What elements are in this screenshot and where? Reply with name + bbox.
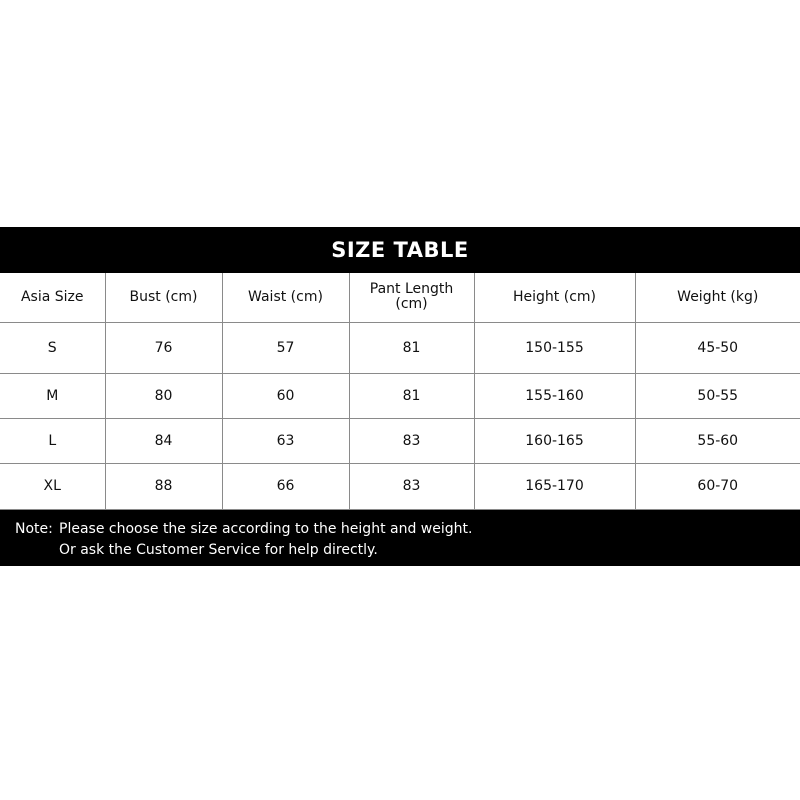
- note-text-1: Please choose the size according to the height and weight.: [59, 521, 473, 537]
- header-asia-size: Asia Size: [0, 273, 105, 322]
- cell-weight: 60-70: [635, 463, 800, 509]
- note-bar: [0, 510, 800, 566]
- cell-waist: 63: [222, 418, 349, 463]
- table-row: [0, 463, 800, 509]
- cell-pant-length: 81: [349, 373, 474, 418]
- note-line-2: [59, 542, 378, 558]
- note-line-1: [15, 521, 472, 537]
- header-pant-length-label: Pant Length (cm): [369, 281, 454, 313]
- cell-bust: 80: [105, 373, 222, 418]
- cell-size: M: [0, 373, 105, 418]
- note-text-2: Or ask the Customer Service for help directly.: [59, 542, 378, 558]
- cell-pant-length: 83: [349, 418, 474, 463]
- cell-pant-length: 81: [349, 322, 474, 373]
- note-label: Note:: [15, 521, 53, 537]
- cell-waist: 57: [222, 322, 349, 373]
- cell-waist: 66: [222, 463, 349, 509]
- cell-weight: 50-55: [635, 373, 800, 418]
- table-row: [0, 322, 800, 373]
- cell-height: 165-170: [474, 463, 635, 509]
- cell-weight: 45-50: [635, 322, 800, 373]
- cell-bust: 84: [105, 418, 222, 463]
- table-row: [0, 418, 800, 463]
- cell-waist: 60: [222, 373, 349, 418]
- cell-bust: 88: [105, 463, 222, 509]
- cell-pant-length: 83: [349, 463, 474, 509]
- header-height: Height (cm): [474, 273, 635, 322]
- cell-weight: 55-60: [635, 418, 800, 463]
- header-pant-length: [349, 273, 474, 322]
- header-row: [0, 273, 800, 322]
- header-weight: Weight (kg): [635, 273, 800, 322]
- title-bar: [0, 227, 800, 273]
- cell-bust: 76: [105, 322, 222, 373]
- cell-height: 150-155: [474, 322, 635, 373]
- table-title: SIZE TABLE: [331, 238, 469, 262]
- cell-size: XL: [0, 463, 105, 509]
- header-bust: Bust (cm): [105, 273, 222, 322]
- cell-height: 160-165: [474, 418, 635, 463]
- cell-size: S: [0, 322, 105, 373]
- cell-size: L: [0, 418, 105, 463]
- cell-height: 155-160: [474, 373, 635, 418]
- size-table: [0, 273, 800, 510]
- table-row: [0, 373, 800, 418]
- header-waist: Waist (cm): [222, 273, 349, 322]
